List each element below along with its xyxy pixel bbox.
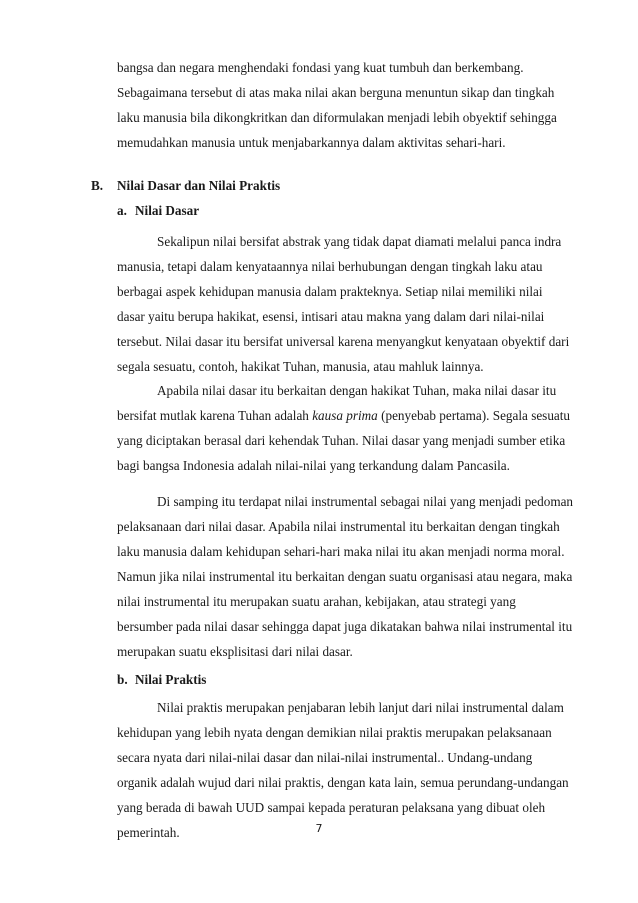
text-line: laku manusia bila dikongkritkan dan diformulakan menjadi lebih obyektif sehingga [117, 110, 557, 125]
text-line: segala sesuatu, contoh, hakikat Tuhan, manusia, atau mahluk lainnya. [117, 359, 484, 374]
text-segment: (penyebab pertama). Segala sesuatu [377, 408, 571, 423]
section-label: B. [91, 178, 104, 193]
subheading-label: b. [117, 672, 128, 687]
subheading-label: a. [117, 203, 127, 218]
section-heading-b [91, 178, 280, 194]
text-line: pemerintah. [117, 825, 180, 840]
text-line: pelaksanaan dari nilai dasar. Apabila nilai instrumental itu berkaitan dengan tingkah [117, 519, 560, 534]
text-line: bangsa dan negara menghendaki fondasi yang kuat tumbuh dan berkembang. [117, 60, 524, 75]
text-line: yang diciptakan berasal dari kehendak Tuhan. Nilai dasar yang menjadi sumber etika [117, 433, 566, 448]
italic-term: kausa prima [312, 408, 378, 423]
text-line: organik adalah wujud dari nilai praktis, dengan kata lain, semua perundang-undangan [117, 775, 569, 790]
text-line: Apabila nilai dasar itu berkaitan dengan hakikat Tuhan, maka nilai dasar itu [157, 383, 557, 398]
paragraph-a3 [117, 489, 574, 664]
text-line: Nilai praktis merupakan penjabaran lebih lanjut dari nilai instrumental dalam [157, 700, 564, 715]
text-line: merupakan suatu eksplisitasi dari nilai dasar. [117, 644, 353, 659]
subheading-b [117, 672, 206, 688]
text-line: yang berada di bawah UUD sampai kepada peraturan pelaksana yang dibuat oleh [117, 800, 546, 815]
intro-paragraph [117, 55, 557, 155]
page-number: 7 [315, 822, 323, 835]
text-line: secara nyata dari nilai-nilai dasar dan nilai-nilai instrumental.. Undang-undang [117, 750, 533, 765]
subheading-a [117, 203, 199, 219]
text-line: memudahkan manusia untuk menjabarkannya dalam aktivitas sehari-hari. [117, 135, 506, 150]
text-line: berbagai aspek kehidupan manusia dalam prakteknya. Setiap nilai memiliki nilai [117, 284, 543, 299]
text-line: nilai instrumental itu merupakan suatu arahan, kebijakan, atau strategi yang [117, 594, 516, 609]
text-line: Sekalipun nilai bersifat abstrak yang tidak dapat diamati melalui panca indra [157, 234, 562, 249]
paragraph-a1 [117, 229, 570, 379]
text-line: tersebut. Nilai dasar itu bersifat universal karena menyangkut kenyataan obyektif dari [117, 334, 570, 349]
text-line: manusia, tetapi dalam kenyataannya nilai berhubungan dengan tingkah laku atau [117, 259, 543, 274]
text-line: Di samping itu terdapat nilai instrumental sebagai nilai yang menjadi pedoman [157, 494, 574, 509]
text-line: kehidupan yang lebih nyata dengan demikian nilai praktis merupakan pelaksanaan [117, 725, 552, 740]
text-line [117, 403, 571, 428]
text-line: Sebagaimana tersebut di atas maka nilai akan berguna menuntun sikap dan tingkah [117, 85, 555, 100]
section-title: Nilai Dasar dan Nilai Praktis [117, 178, 281, 193]
text-line: laku manusia dalam kehidupan sehari-hari maka nilai itu akan menjadi norma moral. [117, 544, 565, 559]
text-line: bersumber pada nilai dasar sehingga dapat juga dikatakan bahwa nilai instrumental itu [117, 619, 573, 634]
text-segment: bersifat mutlak karena Tuhan adalah [117, 408, 313, 423]
text-line: bagi bangsa Indonesia adalah nilai-nilai yang terkandung dalam Pancasila. [117, 458, 510, 473]
subheading-title: Nilai Dasar [135, 203, 200, 218]
subheading-title: Nilai Praktis [135, 672, 207, 687]
text-line: dasar yaitu berupa hakikat, esensi, intisari atau makna yang dalam dari nilai-nilai [117, 309, 545, 324]
paragraph-a2 [117, 378, 571, 478]
text-line: Namun jika nilai instrumental itu berkaitan dengan suatu organisasi atau negara, maka [117, 569, 573, 584]
